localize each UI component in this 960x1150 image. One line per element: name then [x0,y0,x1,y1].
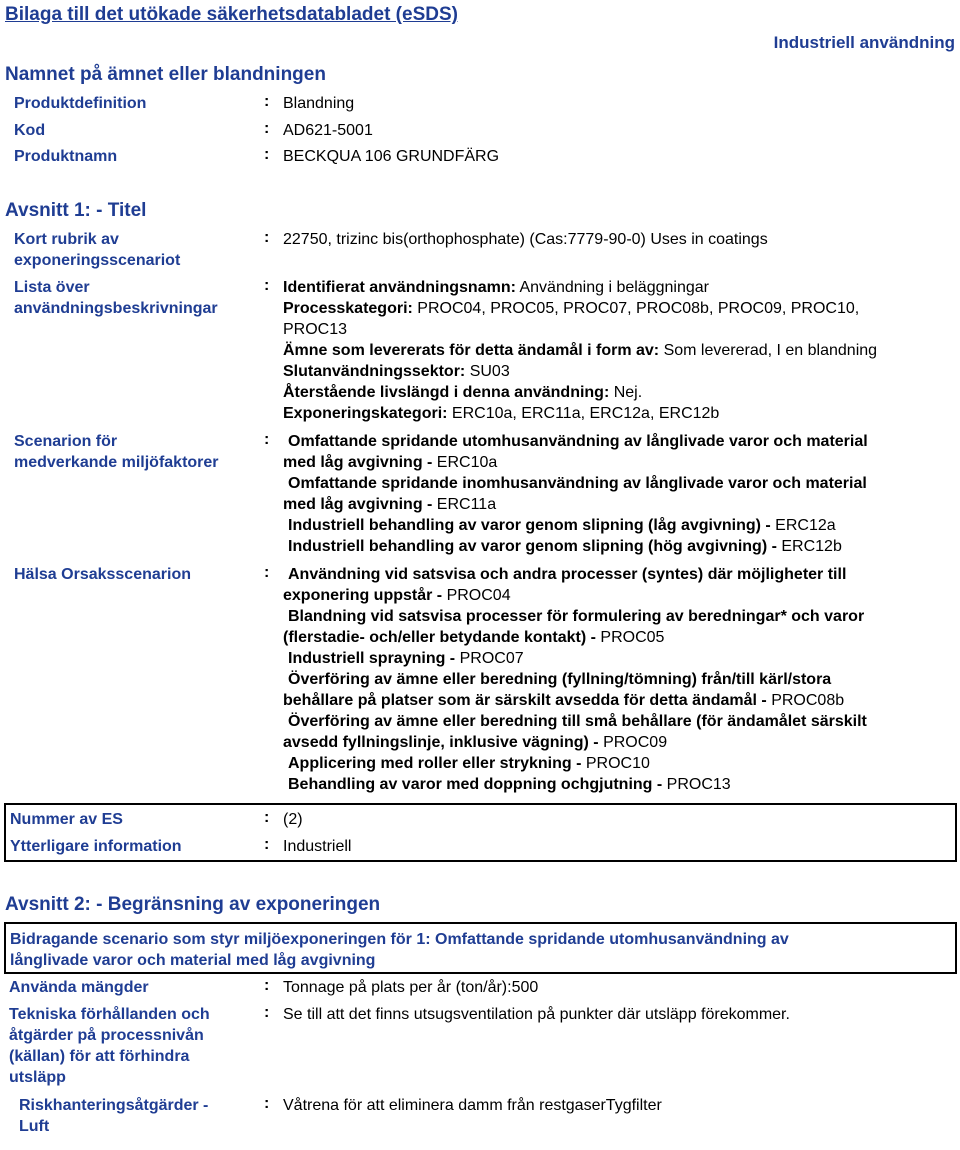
line-bold-text: Återstående livslängd i denna användning: [283,384,610,401]
line-bold-text: Slutanvändningssektor: [283,363,466,380]
code-label: Kod [14,122,46,139]
short-title-value: 22750, trizinc bis(orthophosphate) (Cas:7779-90-0) Uses in coatings [283,231,768,248]
text-line [283,711,867,732]
text-line [283,473,868,494]
line-bold-text: Överföring av ämne eller beredning (fyllning/tömning) från/till kärl/stora [288,671,832,688]
line-value-text: ERC12a [770,517,836,534]
product-name-value: BECKQUA 106 GRUNDFÄRG [283,148,500,165]
text-line [283,403,877,424]
line-bold-text: Processkategori: [283,300,413,317]
colon: : [264,431,270,448]
text-line [283,361,877,382]
colon: : [264,93,270,110]
text-line [283,627,867,648]
colon: : [264,809,270,826]
text-line [283,585,867,606]
line-value-text: PROC09 [598,734,668,751]
text-line [283,536,868,557]
line-bold-text: Applicering med roller eller strykning - [288,755,582,772]
line-bold-text: exponering uppstår - [283,587,443,604]
line-bold-text: Användning vid satsvisa och andra processer (syntes) där möjligheter till [288,566,847,583]
technical-value: Se till att det finns utsugsventilation på punkter där utsläpp förekommer. [283,1006,790,1023]
section1-heading: Avsnitt 1: - Titel [5,200,147,221]
risk-air-label: Riskhanteringsåtgärder - Luft [19,1097,209,1135]
technical-label: Tekniska förhållanden och åtgärder på processnivån (källan) för att förhindra utsläpp [9,1006,210,1086]
line-bold-text: Behandling av varor med doppning ochgjutning - [288,776,663,793]
text-line [283,494,868,515]
text-line [283,319,877,340]
product-definition-label: Produktdefinition [14,95,147,112]
product-name-label: Produktnamn [14,148,118,165]
line-value-text: ERC10a [432,454,498,471]
use-list-lines [283,277,877,424]
text-line [283,753,867,774]
line-bold-text: Ämne som levererats för detta ändamål i form av: [283,342,660,359]
colon: : [264,1095,270,1112]
risk-air-value: Våtrena för att eliminera damm från restgaserTygfilter [283,1097,662,1114]
line-value-text: PROC08b [766,692,845,709]
product-definition-value: Blandning [283,95,355,112]
colon: : [264,977,270,994]
line-value-text: PROC13 [283,321,348,338]
line-bold-text: med låg avgivning - [283,496,433,513]
colon: : [264,120,270,137]
document-title: Bilaga till det utökade säkerhetsdatabladet (eSDS) [5,4,458,25]
line-value-text: PROC04 [442,587,511,604]
text-line [283,732,867,753]
line-value-text: Användning i beläggningar [515,279,709,296]
es-number-label: Nummer av ES [10,811,123,828]
text-line [283,606,867,627]
text-line [283,298,877,319]
es-info-box [4,803,957,862]
line-value-text: PROC04, PROC05, PROC07, PROC08b, PROC09, PROC10, [412,300,860,317]
section2-heading: Avsnitt 2: - Begränsning av exponeringen [5,894,381,915]
additional-info-label: Ytterligare information [10,838,182,855]
amounts-value: Tonnage på plats per år (ton/år):500 [283,979,539,996]
line-bold-text: behållare på platser som är särskilt avsedda för detta ändamål - [283,692,767,709]
identification-heading: Namnet på ämnet eller blandningen [5,64,326,85]
es-number-value: (2) [283,811,303,828]
text-line [283,690,867,711]
contributing-scenario-box [4,922,957,974]
colon: : [264,146,270,163]
additional-info-value: Industriell [283,838,352,855]
line-bold-text: Omfattande spridande utomhusanvändning av långlivade varor och material [288,433,868,450]
line-value-text: ERC10a, ERC11a, ERC12a, ERC12b [447,405,720,422]
line-bold-text: avsedd fyllningslinje, inklusive vägning) - [283,734,599,751]
text-line [283,564,867,585]
usage-label: Industriell användning [773,33,955,52]
text-line [283,277,877,298]
short-title-label: Kort rubrik av exponeringsscenariot [14,231,181,269]
line-bold-text: Industriell sprayning - [288,650,456,667]
health-scenarios-label: Hälsa Orsaksscenarion [14,566,191,583]
line-value-text: PROC13 [662,776,731,793]
line-value-text: ERC12b [776,538,842,555]
health-scenarios-lines [283,564,867,795]
line-value-text: Nej. [609,384,643,401]
contributing-scenario-title: Bidragande scenario som styr miljöexponeringen för 1: Omfattande spridande utomhusanvändning av långlivade varor och material med låg avgivning [10,931,789,969]
colon: : [264,836,270,853]
text-line [283,648,867,669]
line-bold-text: Omfattande spridande inomhusanvändning av långlivade varor och material [288,475,867,492]
line-bold-text: Blandning vid satsvisa processer för formulering av beredningar* och varor [288,608,865,625]
line-bold-text: Identifierat användningsnamn: [283,279,516,296]
env-scenarios-lines [283,431,868,557]
text-line [283,774,867,795]
colon: : [264,1004,270,1021]
line-value-text: PROC05 [595,629,665,646]
text-line [283,515,868,536]
line-value-text: PROC07 [455,650,524,667]
line-bold-text: Industriell behandling av varor genom slipning (låg avgivning) - [288,517,771,534]
use-list-label: Lista över användningsbeskrivningar [14,279,218,317]
text-line [283,382,877,403]
colon: : [264,564,270,581]
line-value-text: ERC11a [432,496,497,513]
line-value-text: PROC10 [581,755,650,772]
text-line [283,431,868,452]
code-value: AD621-5001 [283,122,373,139]
line-bold-text: (flerstadie- och/eller betydande kontakt) - [283,629,596,646]
env-scenarios-label: Scenarion för medverkande miljöfaktorer [14,433,219,471]
line-bold-text: med låg avgivning - [283,454,433,471]
line-value-text: Som levererad, I en blandning [659,342,878,359]
text-line [283,452,868,473]
line-value-text: SU03 [465,363,510,380]
line-bold-text: Industriell behandling av varor genom slipning (hög avgivning) - [288,538,777,555]
colon: : [264,229,270,246]
line-bold-text: Överföring av ämne eller beredning till små behållare (för ändamålet särskilt [288,713,867,730]
amounts-label: Använda mängder [9,979,149,996]
text-line [283,669,867,690]
text-line [283,340,877,361]
line-bold-text: Exponeringskategori: [283,405,448,422]
colon: : [264,277,270,294]
